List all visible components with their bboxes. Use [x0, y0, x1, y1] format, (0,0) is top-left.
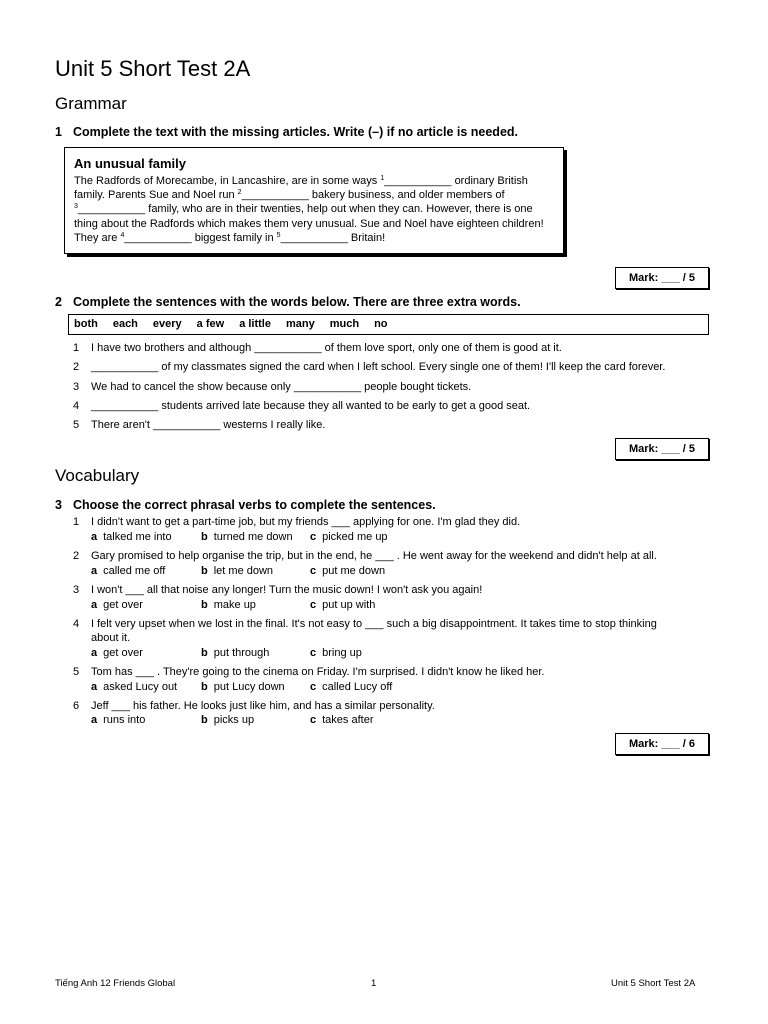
item-text: Gary promised to help organise the trip, but in the end, he ___ . He went away for the weekend and didn't help at all. [91, 550, 657, 562]
word-bank-item: a little [239, 318, 271, 330]
item-number: 5 [73, 666, 80, 678]
text-part: ___________ family, who are in their twenties, help out when they can. However, there is one thing about the Radfords which makes them very unusual. Sue and Noel have eighteen children! They are [74, 203, 544, 244]
option-text: bring up [322, 647, 362, 659]
item-number: 4 [73, 618, 80, 630]
option-text: picks up [213, 714, 255, 726]
item-number: 1 [73, 516, 80, 528]
item-text: Jeff ___ his father. He looks just like him, and has a similar personality. [91, 700, 435, 712]
option-letter: b [201, 681, 208, 693]
page-title: Unit 5 Short Test 2A [55, 56, 251, 81]
item-number: 3 [73, 381, 80, 393]
instruction-text: Choose the correct phrasal verbs to complete the sentences. [73, 498, 436, 512]
item-text: We had to cancel the show because only ___________ people bought tickets. [91, 381, 472, 393]
option-letter: a [91, 565, 98, 577]
option-letter: c [310, 647, 317, 659]
option-letter: a [91, 531, 98, 543]
item-text: I felt very upset when we lost in the final. It's not easy to ___ such a big disappointment. It takes time to stop thinking [91, 618, 657, 630]
exercise-number: 2 [55, 295, 62, 309]
text-part: ___________ ordinary British family. Parents Sue and Noel run [74, 175, 528, 202]
option-b[interactable] [201, 714, 254, 726]
option-letter: c [310, 565, 317, 577]
footer-right: Unit 5 Short Test 2A [611, 978, 696, 989]
text-part: ___________ biggest family in [124, 231, 277, 244]
option-b[interactable] [201, 599, 256, 611]
option-letter: b [201, 647, 208, 659]
option-text: talked me into [103, 531, 172, 543]
option-letter: c [310, 714, 317, 726]
item-number: 5 [73, 419, 80, 431]
reading-text-box [64, 147, 564, 254]
vocabulary-heading: Vocabulary [55, 466, 140, 485]
gap-number: 1 [380, 175, 385, 182]
option-letter: c [310, 681, 317, 693]
item-text: I won't ___ all that noise any longer! Turn the music down! I won't ask you again! [91, 584, 483, 596]
option-b[interactable] [201, 565, 273, 577]
item-number: 1 [73, 342, 80, 354]
text-part: ___________ Britain! [280, 231, 386, 244]
option-b[interactable] [201, 647, 269, 659]
item-number: 3 [73, 584, 80, 596]
item-text: There aren't ___________ westerns I really like. [91, 419, 326, 431]
mark-box-exercise-3: Mark: ___ / 6 [615, 733, 709, 755]
option-c[interactable] [310, 681, 392, 693]
option-c[interactable] [310, 647, 362, 659]
instruction-text: Complete the text with the missing articles. Write (–) if no article is needed. [73, 125, 519, 139]
exercise-1-instruction [55, 125, 518, 139]
exercise-number: 3 [55, 498, 62, 512]
text-part: The Radfords of Morecambe, in Lancashire, are in some ways [74, 175, 381, 187]
item-text: I have two brothers and although ___________ of them love sport, only one of them is good at it. [91, 342, 562, 354]
option-text: asked Lucy out [103, 681, 178, 693]
option-text: called Lucy off [322, 681, 393, 693]
mark-box-exercise-1: Mark: ___ / 5 [615, 267, 709, 289]
option-c[interactable] [310, 599, 375, 611]
option-text: runs into [103, 714, 146, 726]
word-bank-item: no [374, 318, 388, 330]
option-text: let me down [213, 565, 274, 577]
option-letter: a [91, 647, 98, 659]
option-text: make up [213, 599, 256, 611]
page-number: 1 [371, 978, 377, 989]
option-text: picked me up [322, 531, 388, 543]
word-bank-item: both [74, 318, 98, 330]
item-number: 2 [73, 361, 80, 373]
item-text: I didn't want to get a part-time job, but my friends ___ applying for one. I'm glad they did. [91, 516, 521, 528]
item-text-continuation: about it. [91, 632, 131, 644]
item-text: ___________ students arrived late because they all wanted to be early to get a good seat. [91, 400, 531, 412]
footer-left: Tiếng Anh 12 Friends Global [55, 978, 176, 989]
option-text: takes after [322, 714, 374, 726]
item-number: 4 [73, 400, 80, 412]
exercise-3-instruction [55, 498, 436, 512]
gap-number: 3 [74, 203, 78, 211]
option-letter: b [201, 714, 208, 726]
exercise-2-instruction [55, 295, 521, 309]
text-box-title: An unusual family [74, 156, 186, 171]
gap-number: 5 [276, 231, 281, 239]
item-number: 6 [73, 700, 80, 712]
option-a[interactable] [91, 647, 143, 659]
option-text: put me down [322, 565, 386, 577]
word-bank [68, 314, 709, 335]
item-text: Tom has ___ . They're going to the cinema on Friday. I'm surprised. I didn't know he liked her. [91, 666, 545, 678]
option-c[interactable] [310, 531, 388, 543]
option-letter: c [310, 599, 317, 611]
option-b[interactable] [201, 531, 293, 543]
option-a[interactable] [91, 531, 172, 543]
option-text: called me off [103, 565, 166, 577]
word-bank-item: every [152, 318, 182, 330]
option-a[interactable] [91, 714, 145, 726]
option-text: put Lucy down [213, 681, 285, 693]
option-a[interactable] [91, 599, 143, 611]
text-part: ___________ bakery business, and older members of [241, 189, 505, 202]
gap-number: 2 [237, 189, 242, 197]
option-text: turned me down [213, 531, 293, 543]
word-bank-item: many [285, 318, 315, 330]
grammar-heading: Grammar [55, 94, 127, 113]
option-letter: b [201, 599, 208, 611]
option-a[interactable] [91, 565, 165, 577]
word-bank-item: a few [196, 318, 225, 330]
mark-box-exercise-2: Mark: ___ / 5 [615, 438, 709, 460]
option-text: get over [103, 647, 143, 659]
option-letter: a [91, 599, 98, 611]
option-letter: b [201, 531, 208, 543]
option-text: put up with [322, 599, 376, 611]
option-letter: a [91, 714, 98, 726]
item-number: 2 [73, 550, 80, 562]
exercise-number: 1 [55, 125, 62, 139]
option-c[interactable] [310, 714, 373, 726]
instruction-text: Complete the sentences with the words below. There are three extra words. [73, 295, 521, 309]
option-b[interactable] [201, 681, 285, 693]
word-bank-item: much [329, 318, 360, 330]
gap-number: 4 [120, 231, 125, 239]
option-text: put through [213, 647, 270, 659]
item-text: ___________ of my classmates signed the card when I left school. Every single one of them! I'll keep the card forever. [91, 361, 666, 373]
option-text: get over [103, 599, 143, 611]
option-letter: b [201, 565, 208, 577]
option-c[interactable] [310, 565, 385, 577]
word-bank-item: each [112, 318, 138, 330]
option-letter: a [91, 681, 98, 693]
option-a[interactable] [91, 681, 177, 693]
option-letter: c [310, 531, 317, 543]
text-box-body [74, 174, 554, 245]
